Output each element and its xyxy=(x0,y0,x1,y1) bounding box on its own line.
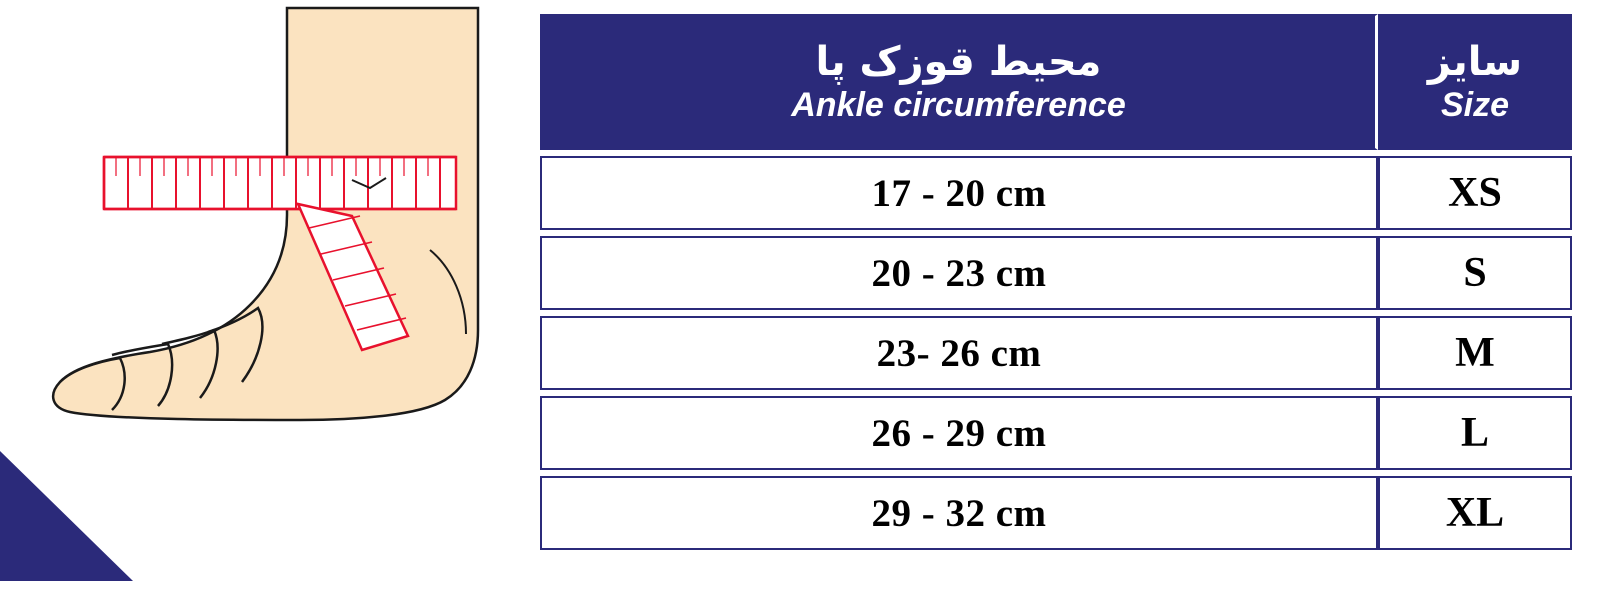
size-chart-table xyxy=(540,8,1572,556)
size-value: L xyxy=(1460,410,1489,456)
measure-value: 26 - 29 xyxy=(871,411,996,455)
cell-ankle-circumference xyxy=(540,396,1378,470)
measure-unit: cm xyxy=(995,411,1047,455)
table-header-row xyxy=(540,14,1572,150)
cell-ankle-circumference xyxy=(540,476,1378,550)
table-body xyxy=(540,156,1572,550)
table-row xyxy=(540,316,1572,390)
cell-ankle-circumference xyxy=(540,316,1378,390)
cell-size xyxy=(1378,236,1572,310)
size-value: XS xyxy=(1448,170,1502,216)
cell-size xyxy=(1378,316,1572,390)
table-row xyxy=(540,156,1572,230)
size-value: M xyxy=(1455,330,1495,376)
header-size-fa: سایز xyxy=(1427,38,1523,85)
table-row xyxy=(540,476,1572,550)
foot-illustration xyxy=(0,0,540,609)
size-value: XL xyxy=(1445,490,1505,536)
header-ankle-circumference-en: Ankle circumference xyxy=(791,85,1126,124)
header-ankle-circumference xyxy=(540,14,1378,150)
measure-value: 23- 26 xyxy=(876,331,991,375)
header-ankle-circumference-fa: محیط قوزک پا xyxy=(815,38,1102,85)
table-row xyxy=(540,396,1572,470)
measure-value: 17 - 20 xyxy=(871,171,996,215)
measure-value: 29 - 32 xyxy=(871,491,996,535)
cell-size xyxy=(1378,156,1572,230)
measuring-tape-horizontal xyxy=(104,157,456,209)
measure-unit: cm xyxy=(995,171,1047,215)
foot-shape xyxy=(53,8,478,420)
measure-unit: cm xyxy=(990,331,1042,375)
table-row xyxy=(540,236,1572,310)
cell-ankle-circumference xyxy=(540,156,1378,230)
cell-size xyxy=(1378,476,1572,550)
measure-unit: cm xyxy=(995,251,1047,295)
cell-size xyxy=(1378,396,1572,470)
cell-ankle-circumference xyxy=(540,236,1378,310)
header-size xyxy=(1378,14,1572,150)
measure-value: 20 - 23 xyxy=(871,251,996,295)
brand-corner-triangle xyxy=(0,451,133,581)
header-size-en: Size xyxy=(1440,85,1510,124)
measure-unit: cm xyxy=(995,491,1047,535)
size-value: S xyxy=(1463,250,1487,296)
